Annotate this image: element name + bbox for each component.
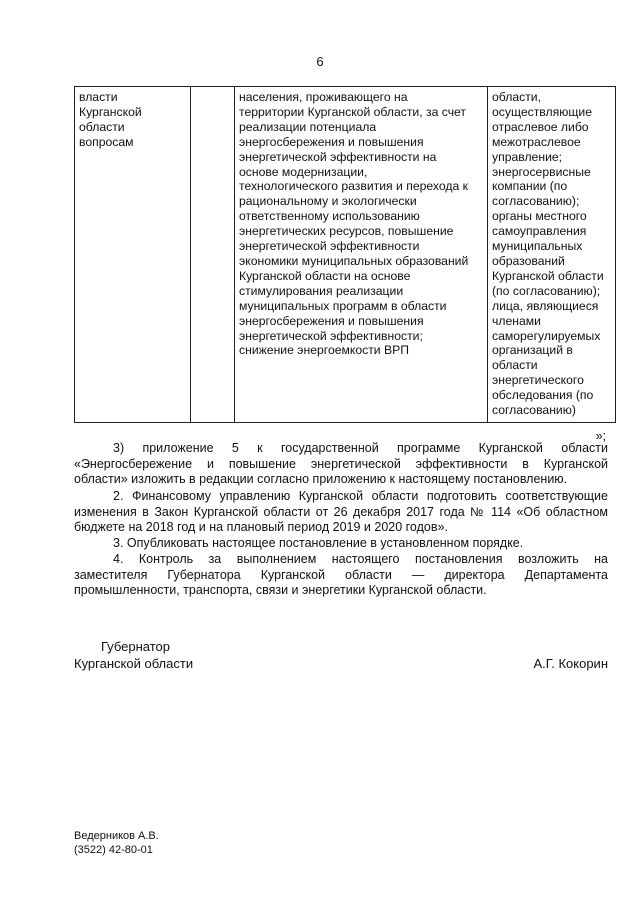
signature-title-line2: Курганской области [74, 656, 194, 671]
text-line: заместителя Губернатора Курганской области — директора Департамента [74, 567, 608, 582]
cell-line: межотраслевое [492, 134, 581, 149]
text-line: промышленности, транспорта, связи и энергетики Курганской области. [74, 583, 487, 598]
cell-line: экономики муниципальных образований [239, 253, 469, 268]
text-line: 3. Опубликовать настоящее постановление в установленном порядке. [113, 536, 524, 550]
text-line: 3) приложение 5 к государственной программе Курганской области [113, 441, 608, 455]
cell-line: управление; [492, 149, 563, 164]
text-line: 4. Контроль за выполнением настоящего постановления возложить на [113, 552, 608, 566]
text-line: бюджете на 2018 год и на плановый период 2019 и 2020 годов». [74, 520, 448, 535]
cell-line: рациональному и экологически [239, 194, 417, 209]
cell-line: энергосервисные [492, 164, 591, 179]
paragraph-finance [74, 489, 608, 536]
text-line: 2. Финансовому управлению Курганской области подготовить соответствующие [113, 489, 608, 503]
cell-line: энергетической эффективности [239, 239, 420, 254]
cell-line: отраслевое либо [492, 119, 589, 134]
footer-author: Ведерников А.В. [74, 830, 159, 842]
cell-line: компании (по [492, 179, 568, 194]
text-line: изменения в Закон Курганской области от 26 декабря 2017 года № 114 «Об областном [74, 504, 608, 519]
text-line: «Энергосбережение и повышение энергетической эффективности в Курганской [74, 456, 608, 471]
cell-line: стимулирования реализации [239, 283, 404, 298]
cell-line: муниципальных программ в области [239, 298, 447, 313]
cell-line: энергетической эффективности; [239, 328, 423, 343]
cell-line: энергетических ресурсов, повышение [239, 224, 454, 239]
cell-line: энергетического [492, 373, 584, 388]
cell-line: населения, проживающего на [239, 90, 408, 104]
cell-line: реализации потенциала [239, 119, 377, 134]
cell-line: осуществляющие [492, 104, 592, 119]
footer-phone: (3522) 42-80-01 [74, 844, 153, 856]
table-cell-1 [75, 87, 191, 423]
cell-line: (по согласованию); [492, 283, 601, 298]
cell-line: Курганской области на основе [239, 268, 411, 283]
cell-line: муниципальных [492, 239, 583, 254]
cell-line: энергосбережения и повышения [239, 313, 424, 328]
paragraph-publish [74, 536, 608, 552]
cell-line: области, [492, 90, 541, 104]
cell-line: самоуправления [492, 224, 587, 239]
cell-line: лица, являющиеся [492, 298, 599, 313]
cell-line: обследования (по [492, 388, 594, 403]
cell-line: технологического развития и перехода к [239, 179, 468, 194]
cell-line: Курганской [79, 104, 142, 119]
table-cell-3 [235, 87, 488, 423]
cell-line: организаций в [492, 343, 573, 358]
cell-line: согласованию) [492, 403, 576, 418]
cell-line: области [79, 119, 125, 134]
table-cell-2 [191, 87, 235, 423]
continuation-table [74, 86, 616, 423]
cell-line: области [492, 358, 538, 373]
page-number: 6 [316, 54, 324, 69]
cell-line: Курганской области [492, 268, 604, 283]
cell-line: образований [492, 253, 565, 268]
cell-line: энергосбережения и повышения [239, 134, 424, 149]
signature-name: А.Г. Кокорин [533, 656, 608, 671]
paragraph-appendix-5 [74, 441, 608, 488]
table-cell-4 [488, 87, 616, 423]
cell-line: энергетической эффективности на [239, 149, 437, 164]
cell-line: власти [79, 90, 118, 104]
cell-line: согласованию); [492, 194, 580, 209]
cell-line: вопросам [79, 134, 134, 149]
footer-contact [74, 829, 159, 857]
cell-line: основе модернизации, [239, 164, 368, 179]
cell-line: ответственному использованию [239, 209, 420, 224]
cell-line: территории Курганской области, за счет [239, 104, 467, 119]
paragraph-control [74, 552, 608, 599]
text-line: области» изложить в редакции согласно приложению к настоящему постановлению. [74, 472, 568, 487]
closing-quote: »; [595, 429, 606, 443]
table-row [75, 87, 616, 423]
cell-line: саморегулируемых [492, 328, 601, 343]
cell-line: снижение энергоемкости ВРП [239, 343, 410, 358]
cell-line: членами [492, 313, 541, 328]
signature-title-line1: Губернатор [101, 639, 170, 654]
cell-line: органы местного [492, 209, 587, 224]
